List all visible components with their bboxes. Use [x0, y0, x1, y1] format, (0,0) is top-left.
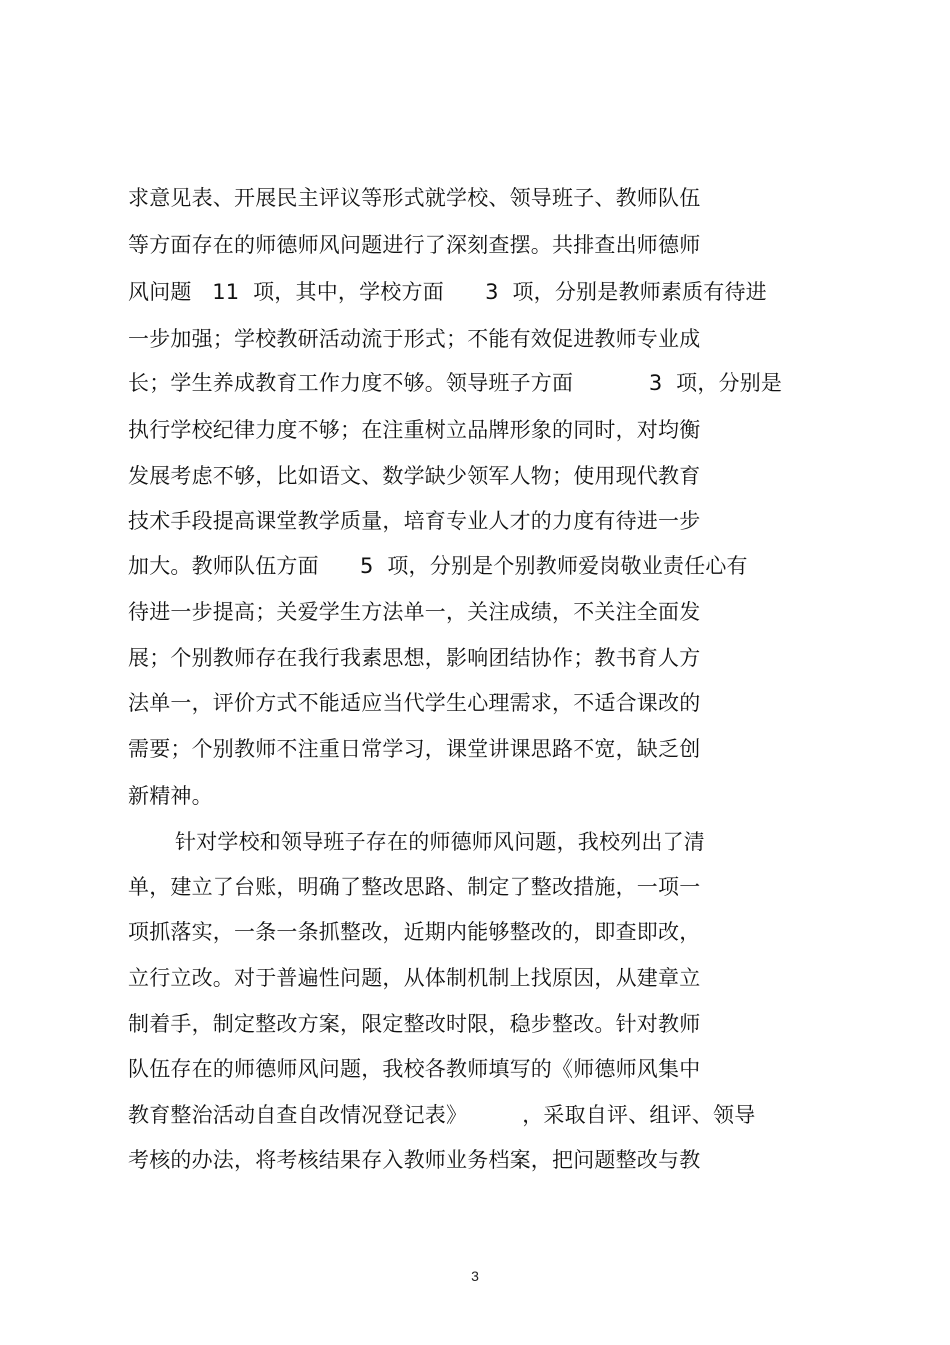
text-line: 需要；个别教师不注重日常学习，课堂讲课思路不宽，缺乏创: [128, 737, 701, 761]
text-line: 立行立改。对于普遍性问题，从体制机制上找原因，从建章立: [128, 966, 701, 990]
text-line: 法单一，评价方式不能适应当代学生心理需求，不适合课改的: [128, 691, 701, 715]
text-line: 考核的办法，将考核结果存入教师业务档案，把问题整改与教: [128, 1148, 701, 1172]
text-line: 教育整治活动自查自改情况登记表》 ，采取自评、组评、领导: [128, 1103, 756, 1127]
text-line: 等方面存在的师德师风问题进行了深刻查摆。共排查出师德师: [128, 233, 701, 257]
text-line: 执行学校纪律力度不够；在注重树立品牌形象的同时，对均衡: [128, 418, 701, 442]
text-line: 项抓落实，一条一条抓整改，近期内能够整改的，即查即改，: [128, 920, 701, 944]
text-line: 一步加强；学校教研活动流于形式；不能有效促进教师专业成: [128, 327, 701, 351]
text-line: 技术手段提高课堂教学质量，培育专业人才的力度有待进一步: [128, 509, 701, 533]
text-line: 求意见表、开展民主评议等形式就学校、领导班子、教师队伍: [128, 186, 701, 210]
page-number: 3: [471, 1268, 479, 1284]
text-line: 针对学校和领导班子存在的师德师风问题，我校列出了清: [175, 830, 705, 854]
text-line: 风问题 11 项，其中，学校方面 3 项，分别是教师素质有待进: [128, 280, 767, 304]
text-line: 加大。教师队伍方面 5 项，分别是个别教师爱岗敬业责任心有: [128, 554, 748, 578]
text-line: 新精神。: [128, 784, 213, 808]
text-line: 长；学生养成教育工作力度不够。领导班子方面 3 项，分别是: [128, 371, 783, 395]
text-line: 单，建立了台账，明确了整改思路、制定了整改措施，一项一: [128, 875, 701, 899]
text-line: 待进一步提高；关爱学生方法单一，关注成绩，不关注全面发: [128, 600, 701, 624]
text-line: 发展考虑不够，比如语文、数学缺少领军人物；使用现代教育: [128, 464, 701, 488]
text-line: 制着手，制定整改方案，限定整改时限，稳步整改。针对教师: [128, 1012, 701, 1036]
text-line: 队伍存在的师德师风问题，我校各教师填写的《师德师风集中: [128, 1057, 701, 1081]
text-line: 展；个别教师存在我行我素思想，影响团结协作；教书育人方: [128, 646, 701, 670]
